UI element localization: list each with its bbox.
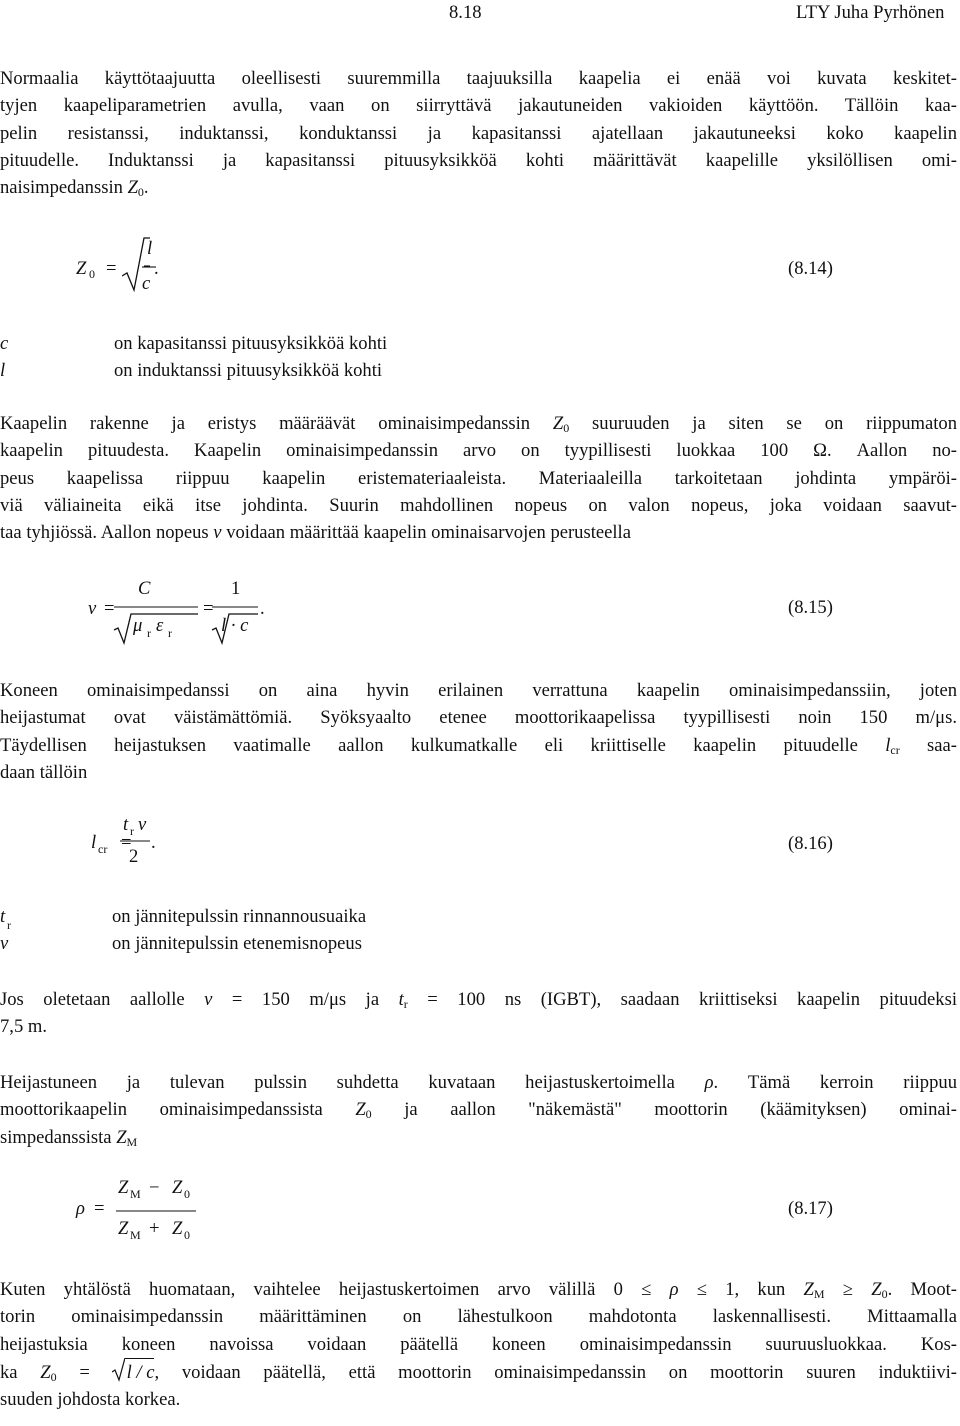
definition-row: c on kapasitanssi pituusyksikköä kohti — [0, 333, 388, 354]
equation-8-17: ρ = Z M − Z 0 Z M + Z 0 — [76, 1175, 216, 1251]
page-number: 8.18 — [449, 2, 482, 23]
text-line: taa tyhjiössä. Aallon nopeus v voidaan määrittää kaapelin ominaisarvojen perusteella — [0, 522, 631, 544]
text-line: ka $Z_0$ = l / c, voidaan päätellä, että moottorin ominaisimpedanssin on moottorin suuren induktiivi- — [0, 1358, 957, 1386]
text-line: daan tällöin — [0, 761, 88, 783]
text-line: 7,5 m. — [0, 1016, 48, 1038]
equation-8-14: Z 0 = l c . — [76, 238, 159, 294]
equation-number: (8.16) — [788, 833, 833, 854]
fraction-bar — [116, 1210, 196, 1212]
paragraph-cable-construction — [0, 410, 957, 546]
equation-8-15: v = C μ r ε r = 1 l · c . — [88, 578, 288, 644]
paragraph-reflection-coefficient — [0, 1069, 957, 1151]
equation-number: (8.14) — [788, 258, 833, 279]
text-line: simpedanssista $Z_M$ — [0, 1126, 138, 1149]
fraction-bar — [120, 840, 150, 842]
text-line: tyjen kaapeliparametrien avulla, vaan on siirryttävä jakautuneiden vakioiden käyttöön. Tällöin kaa- — [0, 95, 957, 117]
paragraph-example — [0, 986, 957, 1041]
text-line: Jos oletetaan aallolle v = 150 m/μs ja $t_r = 100$ ns (IGBT), saadaan kriittiseksi kaapelin pituudeksi — [0, 989, 958, 1011]
text-line: Normaalia käyttötaajuutta oleellisesti suuremmilla taajuuksilla kaapelia ei enää voi kuvata keskitet- — [0, 68, 957, 89]
text-line: moottorikaapelin ominaisimpedanssista $Z_0$ ja aallon "näkemästä" moottorin (käämityksen) ominai- — [0, 1099, 957, 1122]
equation-number: (8.17) — [788, 1198, 833, 1219]
text-line: heijastumat ovat väistämättömiä. Syöksyaalto etenee moottorikaapelissa tyypillisesti noin 150 m/μs. — [0, 707, 957, 729]
text-line: naisimpedanssin $Z_0$. — [0, 177, 149, 200]
text-line: Täydellisen heijastuksen vaatimalle aallon kulkumatkalle eli kriittiselle kaapelin pituudelle $l_{cr}$ saa- — [0, 734, 957, 757]
equation-8-16: l cr = t r v 2 . — [91, 814, 156, 867]
definition-row: v on jännitepulssin etenemisnopeus — [0, 933, 362, 955]
text-line: torin ominaisimpedanssin määrittäminen on lähestulkoon mahdotonta laskennallisesti. Mittaamalla — [0, 1306, 957, 1328]
inline-sqrt: l / c — [125, 1358, 155, 1386]
definitions-list — [0, 330, 957, 385]
text-line: Kaapelin rakenne ja eristys määräävät ominaisimpedanssin $Z_0$ suuruuden ja siten se on riippumaton — [0, 413, 957, 435]
definition-row: t r on jännitepulssin rinnannousuaika — [0, 906, 367, 932]
paragraph-reflections — [0, 677, 957, 786]
text-line: Koneen ominaisimpedanssi on aina hyvin erilainen verrattuna kaapelin ominaisimpedanssiin, joten — [0, 680, 957, 701]
paragraph-motor-impedance — [0, 1276, 957, 1413]
text-line: viä väliaineita eikä itse johdinta. Suurin mahdollinen nopeus on valon nopeus, joka voidaan saavut- — [0, 494, 957, 516]
definitions-list — [0, 903, 957, 958]
text-line: Heijastuneen ja tulevan pulssin suhdetta kuvataan heijastuskertoimella ρ. Tämä kerroin riippuu — [0, 1072, 957, 1093]
equation-number: (8.15) — [788, 597, 833, 618]
page-author: LTY Juha Pyrhönen — [796, 2, 945, 23]
text-line: pelin resistanssi, induktanssi, konduktanssi ja kapasitanssi ajatellaan jakautuneeksi koko kaapelin — [0, 122, 957, 144]
paragraph-intro — [0, 65, 957, 201]
text-line: Kuten yhtälöstä huomataan, vaihtelee heijastuskertoimen arvo välillä 0 ≤ ρ ≤ 1, kun $Z_M \ge Z_0$. Moot- — [0, 1279, 957, 1301]
text-line: suuden johdosta korkea. — [0, 1389, 181, 1411]
definition-row: l on induktanssi pituusyksikköä kohti — [0, 360, 383, 382]
text-line: kaapelin pituudesta. Kaapelin ominaisimpedanssin arvo on tyypillisesti luokkaa 100 Ω. Aallon no- — [0, 440, 957, 462]
sqrt-sign-icon — [112, 1358, 125, 1382]
text-line: heijastuksia koneen navoissa voidaan päätellä koneen ominaisimpedanssin suuruusluokkaa. Kos- — [0, 1333, 957, 1355]
text-line: peus kaapelissa riippuu kaapelin eristemateriaaleista. Materiaaleilla tarkoitetaan johdinta ympäröi- — [0, 467, 957, 489]
text-line: pituudelle. Induktanssi ja kapasitanssi pituusyksikköä kohti määrittävät kaapelille yksilöllisen omi- — [0, 149, 957, 171]
